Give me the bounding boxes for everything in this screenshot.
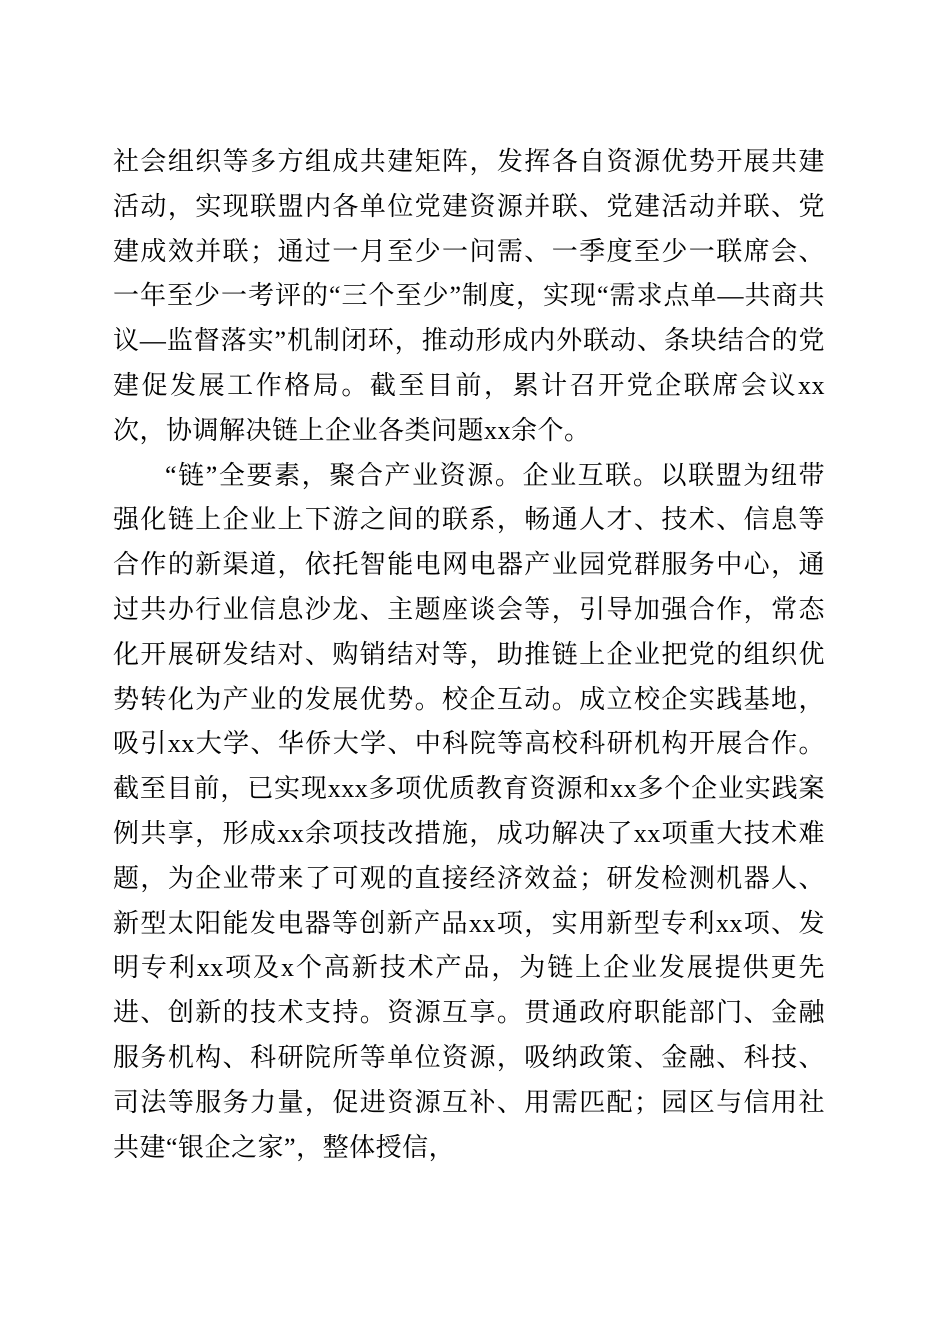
paragraph: “链”全要素，聚合产业资源。企业互联。以联盟为纽带强化链上企业上下游之间的联系，畅通人才、技术、信息等合作的新渠道，依托智能电网电器产业园党群服务中心，通过共办行业信息沙龙、主题座谈会等，引导加强合作，常态化开展研发结对、购销结对等，助推链上企业把党的组织优势转化为产业的发展优势。校企互动。成立校企实践基地，吸引xx大学、华侨大学、中科院等高校科研机构开展合作。截至目前，已实现xxx多项优质教育资源和xx多个企业实践案例共享，形成xx余项技改措施，成功解决了xx项重大技术难题，为企业带来了可观的直接经济效益；研发检测机器人、新型太阳能发电器等创新产品xx项，实用新型专利xx项、发明专利xx项及x个高新技术产品，为链上企业发展提供更先进、创新的技术支持。资源互享。贯通政府职能部门、金融服务机构、科研院所等单位资源，吸纳政策、金融、科技、司法等服务力量，促进资源互补、用需匹配；园区与信用社共建“银企之家”，整体授信，	[113, 460, 825, 1162]
document-body	[113, 140, 825, 1170]
paragraph: 社会组织等多方组成共建矩阵，发挥各自资源优势开展共建活动，实现联盟内各单位党建资源并联、党建活动并联、党建成效并联；通过一月至少一问需、一季度至少一联席会、一年至少一考评的“三个至少”制度，实现“需求点单—共商共议—监督落实”机制闭环，推动形成内外联动、条块结合的党建促发展工作格局。截至目前，累计召开党企联席会议xx次，协调解决链上企业各类问题xx余个。	[113, 147, 825, 445]
